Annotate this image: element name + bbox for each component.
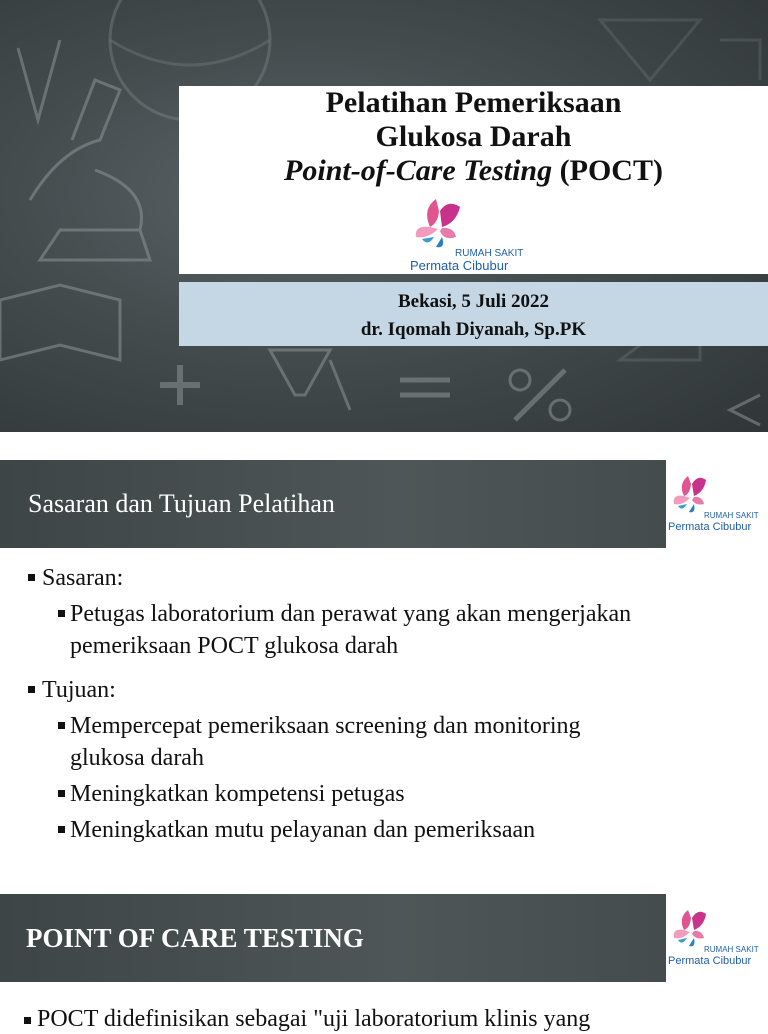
bullet-icon	[28, 686, 35, 693]
title-line-2: Glukosa Darah	[375, 120, 572, 153]
section-label: Sasaran:	[42, 565, 124, 591]
bullet-icon	[58, 722, 65, 729]
logo-box	[666, 460, 768, 548]
poct-slide	[0, 886, 768, 1032]
list-item	[24, 778, 768, 810]
item-text: Meningkatkan mutu pelayanan dan pemeriksaan	[70, 817, 536, 843]
list-item	[24, 710, 768, 774]
butterfly-icon	[674, 910, 706, 946]
title-italic: Point-of-Care Testing	[284, 154, 553, 187]
logo-line-1: RUMAH SAKIT	[455, 248, 524, 259]
title-suffix: (POCT)	[552, 154, 663, 187]
subtitle-box	[179, 282, 768, 346]
item-text: Mempercepat pemeriksaan screening dan monitoring	[70, 713, 581, 739]
section-label: Tujuan:	[42, 677, 116, 703]
slide-title: POINT OF CARE TESTING	[26, 923, 364, 953]
item-text: Meningkatkan kompetensi petugas	[70, 781, 405, 807]
bullet-icon	[58, 790, 65, 797]
title-line-3	[179, 154, 768, 188]
slide-header	[0, 894, 666, 982]
butterfly-icon	[674, 476, 706, 512]
bullet-icon	[58, 610, 65, 617]
goals-slide	[0, 452, 768, 877]
date-location: Bekasi, 5 Juli 2022	[398, 291, 549, 312]
list-item	[24, 674, 768, 706]
list-item	[24, 814, 768, 846]
hospital-logo-small	[666, 460, 768, 548]
logo-box	[666, 894, 768, 982]
item-text: POCT didefinisikan sebagai "uji laboratorium klinis yang	[37, 1006, 591, 1032]
hospital-logo-small	[666, 894, 768, 982]
partial-bullet	[24, 1004, 768, 1034]
hospital-logo	[408, 197, 548, 275]
slide-body	[24, 556, 768, 846]
logo-line-1: RUMAH SAKIT	[704, 945, 759, 954]
slide-title: Sasaran dan Tujuan Pelatihan	[28, 489, 335, 518]
presenter: dr. Iqomah Diyanah, Sp.PK	[360, 319, 587, 340]
list-item	[24, 598, 768, 662]
title-line-1: Pelatihan Pemeriksaan	[325, 86, 622, 119]
title-slide	[0, 0, 768, 432]
item-text-cont: pemeriksaan POCT glukosa darah	[70, 633, 399, 659]
logo-line-1: RUMAH SAKIT	[704, 511, 759, 520]
bullet-icon	[24, 1017, 31, 1024]
slide-header	[0, 460, 666, 548]
logo-line-2: Permata Cibubur	[410, 258, 509, 273]
item-text: Petugas laboratorium dan perawat yang akan mengerjakan	[70, 601, 632, 627]
bullet-icon	[28, 574, 35, 581]
bullet-icon	[58, 826, 65, 833]
butterfly-icon	[416, 199, 460, 247]
logo-line-2: Permata Cibubur	[668, 955, 752, 967]
logo-line-2: Permata Cibubur	[668, 521, 752, 533]
list-item	[24, 562, 768, 594]
item-text-cont: glukosa darah	[70, 745, 204, 771]
